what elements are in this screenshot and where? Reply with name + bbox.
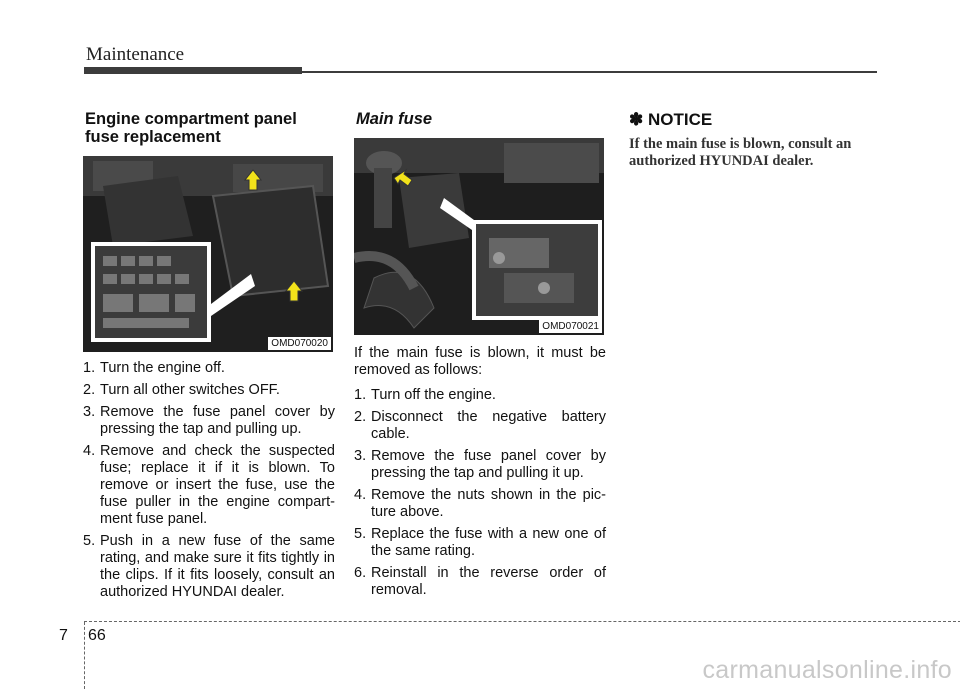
watermark: carmanualsonline.info <box>702 656 952 684</box>
list-item: 5. Replace the fuse with a new one of the same rating. <box>354 526 606 559</box>
list-item: 5. Push in a new fuse of the same rating, and make sure it fits tightly in the clips. If it fits loosely, consult an authorized HYUNDAI dealer. <box>83 533 335 600</box>
main-fuse-intro: If the main fuse is blown, it must be removed as follows: <box>354 345 606 378</box>
list-item: 3. Remove the fuse panel cover by pressing the tap and pulling up. <box>83 404 335 437</box>
section-title-main-fuse: Main fuse <box>356 110 433 128</box>
footer-rule-vertical <box>84 622 85 689</box>
list-item: 2. Turn all other switches OFF. <box>83 382 280 398</box>
list-item: 6. Reinstall in the reverse order of removal. <box>354 565 606 598</box>
list-item: 1. Turn off the engine. <box>354 387 496 403</box>
list-item: 4. Remove the nuts shown in the pic-ture above. <box>354 487 606 520</box>
steps-list-main-fuse <box>354 387 606 599</box>
section-title-fuse-replacement: Engine compartment panel fuse replacement <box>85 110 297 146</box>
list-item: 1. Turn the engine off. <box>83 360 225 376</box>
column-main-fuse <box>354 110 606 604</box>
footer-page-number: 66 <box>88 627 106 644</box>
column-fuse-replacement <box>83 110 335 606</box>
notice-body: If the main fuse is blown, consult an authorized HYUNDAI dealer. <box>629 136 852 169</box>
photo-code-label: OMD070021 <box>539 320 602 333</box>
fuse-panel-photo <box>83 156 333 352</box>
footer-chapter-number: 7 <box>59 627 68 644</box>
list-item: 2. Disconnect the negative battery cable. <box>354 409 606 442</box>
steps-list-fuse-replacement <box>83 360 335 601</box>
notice-star-icon: ✽ <box>629 110 644 129</box>
page-header-title: Maintenance <box>86 44 185 65</box>
column-notice <box>627 110 882 170</box>
header-rule <box>84 71 877 73</box>
list-item: 4. Remove and check the suspected fuse; replace it if it is blown. To remove or insert the fuse, use the fuse puller in the engine compart-ment fuse panel. <box>83 443 335 527</box>
list-item: 3. Remove the fuse panel cover by pressing the tap and pulling it up. <box>354 448 606 481</box>
main-fuse-photo <box>354 138 604 335</box>
photo-code-label: OMD070020 <box>268 337 331 350</box>
notice-heading: ✽ NOTICE <box>629 110 713 129</box>
footer-rule-horizontal <box>84 621 960 622</box>
